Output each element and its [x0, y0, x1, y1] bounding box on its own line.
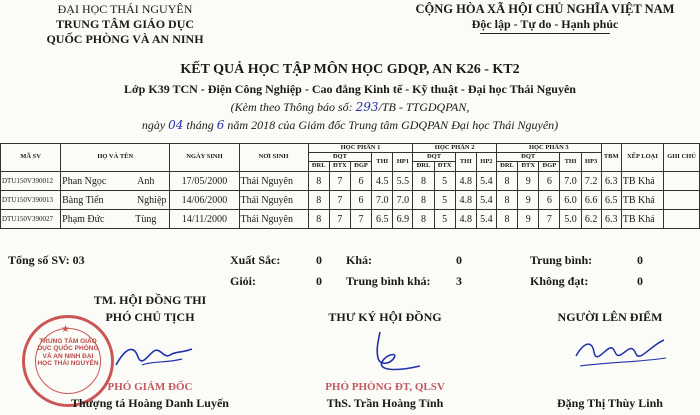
cell-score: 5: [434, 172, 455, 191]
document-title: KẾT QUẢ HỌC TẬP MÔN HỌC GDQP, AN K26 - KT2: [180, 62, 520, 77]
cell-score: 7.2: [581, 172, 601, 191]
cell-score: 8: [308, 210, 329, 229]
col-hp3-drl: ĐRL: [496, 162, 517, 172]
cell-score: 7: [350, 210, 371, 229]
cell-score: 6: [539, 172, 560, 191]
summary-xuat-sac-value: 0: [316, 253, 322, 267]
university-name: ĐẠI HỌC THÁI NGUYÊN: [57, 2, 193, 16]
table-row: [1, 172, 700, 191]
cell-xep-loai: TB Khá: [621, 191, 663, 210]
cell-ho: Bàng Tiến: [62, 194, 104, 206]
cell-ma-sv: DTU150V390013: [1, 191, 61, 210]
table-row: [1, 191, 700, 210]
cell-score: 5.5: [393, 172, 413, 191]
summary-kha-label: Khá:: [346, 253, 373, 267]
summary-total: Tổng số SV: 03: [8, 253, 85, 267]
sign-left-subtitle: PHÓ CHỦ TỊCH: [105, 310, 195, 324]
cell-ten: Nghiệp: [136, 194, 167, 206]
header-left: [40, 2, 210, 47]
summary-khong-dat-label: Không đạt:: [530, 274, 589, 288]
country-name: CỘNG HÒA XÃ HỘI CHỦ NGHĨA VIỆT NAM: [415, 2, 675, 16]
date-month: 6: [216, 118, 225, 132]
summary-gioi-value: 0: [316, 274, 322, 288]
cell-score: 6.0: [560, 191, 581, 210]
signature-right-icon: [570, 332, 670, 372]
cell-tbm: 6.3: [601, 172, 621, 191]
cell-ho-ten: [61, 210, 170, 229]
cell-score: 9: [518, 172, 539, 191]
col-hp1-dtx: ĐTX: [329, 162, 350, 172]
date-suffix: năm 2018 của Giám đốc Trung tâm GDQPAN Đại học Thái Nguyên): [224, 118, 559, 132]
date-prefix: ngày: [141, 118, 169, 132]
col-ma-sv: MÃ SV: [1, 144, 61, 172]
attachment-suffix: /TB - TTGDQPAN,: [378, 100, 470, 114]
table-row: [1, 210, 700, 229]
cell-score: 9: [518, 210, 539, 229]
summary-trung-binh-value: 0: [637, 253, 643, 267]
cell-score: 8: [308, 172, 329, 191]
sign-right-title: NGƯỜI LÊN ĐIỂM: [557, 310, 663, 324]
cell-tbm: 6.5: [601, 191, 621, 210]
cell-score: 8: [308, 191, 329, 210]
col-ghi-chu: GHI CHÚ: [664, 144, 700, 172]
col-hp3-dgp: ĐGP: [539, 162, 560, 172]
col-hp3: HỌC PHẦN 3: [496, 144, 601, 153]
col-hp1: HỌC PHẦN 1: [308, 144, 413, 153]
summary-trung-binh-label: Trung bình:: [530, 253, 593, 267]
cell-ma-sv: DTU150V390012: [1, 172, 61, 191]
col-hp3-dqt: ĐQT: [496, 153, 560, 162]
cell-score: 7.0: [560, 172, 581, 191]
date-day: 04: [168, 118, 184, 132]
cell-score: 4.8: [455, 210, 476, 229]
cell-ghi-chu: [664, 210, 700, 229]
col-xep-loai: XẾP LOẠI: [621, 144, 663, 172]
col-hp3-thi: THI: [560, 153, 581, 172]
col-hp3-dtx: ĐTX: [518, 162, 539, 172]
cell-score: 5.4: [476, 172, 496, 191]
col-hp2-drl: ĐRL: [413, 162, 434, 172]
summary-tb-kha-value: 3: [456, 274, 462, 288]
cell-ngay-sinh: 17/05/2000: [170, 172, 239, 191]
cell-score: 9: [518, 191, 539, 210]
col-hp2: HỌC PHẦN 2: [413, 144, 497, 153]
cell-xep-loai: TB Khá: [621, 172, 663, 191]
sign-right-name: Đặng Thị Thùy Linh: [557, 396, 663, 410]
cell-score: 8: [413, 172, 434, 191]
cell-score: 5: [434, 210, 455, 229]
cell-ngay-sinh: 14/06/2000: [170, 191, 239, 210]
summary-khong-dat-value: 0: [637, 274, 643, 288]
cell-score: 4.8: [455, 191, 476, 210]
signature-mid-stroke: [377, 332, 420, 369]
grades-table: [0, 143, 700, 229]
cell-tbm: 6.3: [601, 210, 621, 229]
col-hp2-total: HP2: [476, 153, 496, 172]
cell-score: 5.0: [560, 210, 581, 229]
cell-score: 7.0: [393, 191, 413, 210]
col-hp2-dtx: ĐTX: [434, 162, 455, 172]
class-line: Lớp K39 TCN - Điện Công Nghiệp - Cao đẳng Kinh tế - Kỹ thuật - Đại học Thái Nguyên: [124, 82, 576, 96]
sign-left-title: TM. HỘI ĐỒNG THI: [93, 293, 207, 307]
cell-score: 7: [329, 172, 350, 191]
date-mid: tháng: [183, 118, 217, 132]
col-hp1-dqt: ĐQT: [308, 153, 372, 162]
summary-xuat-sac-label: Xuất Sắc:: [230, 253, 281, 267]
cell-ho: Phạm Đức: [62, 213, 105, 225]
sign-mid-name: ThS. Trần Hoàng Tỉnh: [326, 396, 444, 410]
attachment-line: [0, 100, 700, 115]
cell-score: 8: [496, 191, 517, 210]
center-name-2: QUỐC PHÒNG VÀ AN NINH: [46, 32, 204, 46]
cell-score: 6.5: [372, 210, 393, 229]
cell-ma-sv: DTU150V390027: [1, 210, 61, 229]
cell-score: 7: [539, 210, 560, 229]
cell-score: 4.5: [372, 172, 393, 191]
cell-score: 6.9: [393, 210, 413, 229]
cell-score: 7.0: [372, 191, 393, 210]
summary-gioi-label: Giỏi:: [230, 274, 256, 288]
cell-ghi-chu: [664, 191, 700, 210]
col-ho-ten: HỌ VÀ TÊN: [61, 144, 170, 172]
col-noi-sinh: NƠI SINH: [239, 144, 308, 172]
cell-ho-ten: [61, 172, 170, 191]
cell-ngay-sinh: 14/11/2000: [170, 210, 239, 229]
center-name: TRUNG TÂM GIÁO DỤC: [55, 17, 195, 31]
notice-number: 293: [355, 100, 379, 114]
cell-score: 4.8: [455, 172, 476, 191]
sign-mid-title: THƯ KÝ HỘI ĐỒNG: [328, 310, 442, 324]
date-line: [0, 118, 700, 133]
col-hp2-thi: THI: [455, 153, 476, 172]
cell-score: 6: [539, 191, 560, 210]
cell-score: 5: [434, 191, 455, 210]
cell-score: 8: [496, 210, 517, 229]
cell-score: 8: [413, 191, 434, 210]
cell-score: 6: [350, 172, 371, 191]
summary-kha-value: 0: [456, 253, 462, 267]
signature-left-icon: [112, 335, 202, 375]
header-right: [395, 2, 695, 34]
col-hp2-dqt: ĐQT: [413, 153, 455, 162]
col-hp1-total: HP1: [393, 153, 413, 172]
cell-score: 6.6: [581, 191, 601, 210]
cell-ten: Tùng: [135, 213, 157, 225]
col-ngay-sinh: NGÀY SINH: [170, 144, 239, 172]
official-seal: [22, 315, 114, 407]
motto: Độc lập - Tự do - Hạnh phúc: [471, 17, 619, 31]
col-hp1-drl: ĐRL: [308, 162, 329, 172]
signature-mid-icon: [360, 328, 440, 378]
cell-score: 5.4: [476, 210, 496, 229]
cell-score: 7: [329, 191, 350, 210]
cell-score: 6.2: [581, 210, 601, 229]
sign-mid-role: PHÓ PHÒNG ĐT, QLSV: [325, 381, 445, 393]
cell-noi-sinh: Thái Nguyên: [239, 210, 308, 229]
cell-ho-ten: [61, 191, 170, 210]
attachment-prefix: (Kèm theo Thông báo số:: [230, 100, 356, 114]
seal-star-icon: ★: [61, 324, 70, 335]
signature-right-underline: [580, 358, 666, 366]
cell-score: 8: [413, 210, 434, 229]
col-hp1-thi: THI: [372, 153, 393, 172]
cell-score: 6: [350, 191, 371, 210]
col-hp3-total: HP3: [581, 153, 601, 172]
cell-ten: Anh: [137, 175, 155, 187]
sign-left-role: PHÓ GIÁM ĐỐC: [107, 381, 193, 393]
signature-right-stroke: [576, 340, 664, 357]
signature-left-stroke-2: [142, 359, 182, 365]
cell-score: 5.4: [476, 191, 496, 210]
summary-tb-kha-label: Trung bình khá:: [346, 274, 431, 288]
motto-underline: [480, 33, 610, 34]
col-hp1-dgp: ĐGP: [350, 162, 371, 172]
seal-text: TRUNG TÂM GIÁO DỤC QUỐC PHÒNG VÀ AN NINH ĐẠI HỌC THÁI NGUYÊN: [37, 338, 99, 368]
cell-noi-sinh: Thái Nguyên: [239, 172, 308, 191]
cell-xep-loai: TB Khá: [621, 210, 663, 229]
cell-score: 7: [329, 210, 350, 229]
cell-noi-sinh: Thái Nguyên: [239, 191, 308, 210]
cell-ho: Phan Ngọc: [62, 175, 107, 187]
sign-left-name: Thượng tá Hoàng Danh Luyến: [71, 396, 229, 410]
col-tbm: TBM: [601, 144, 621, 172]
cell-ghi-chu: [664, 172, 700, 191]
cell-score: 8: [496, 172, 517, 191]
